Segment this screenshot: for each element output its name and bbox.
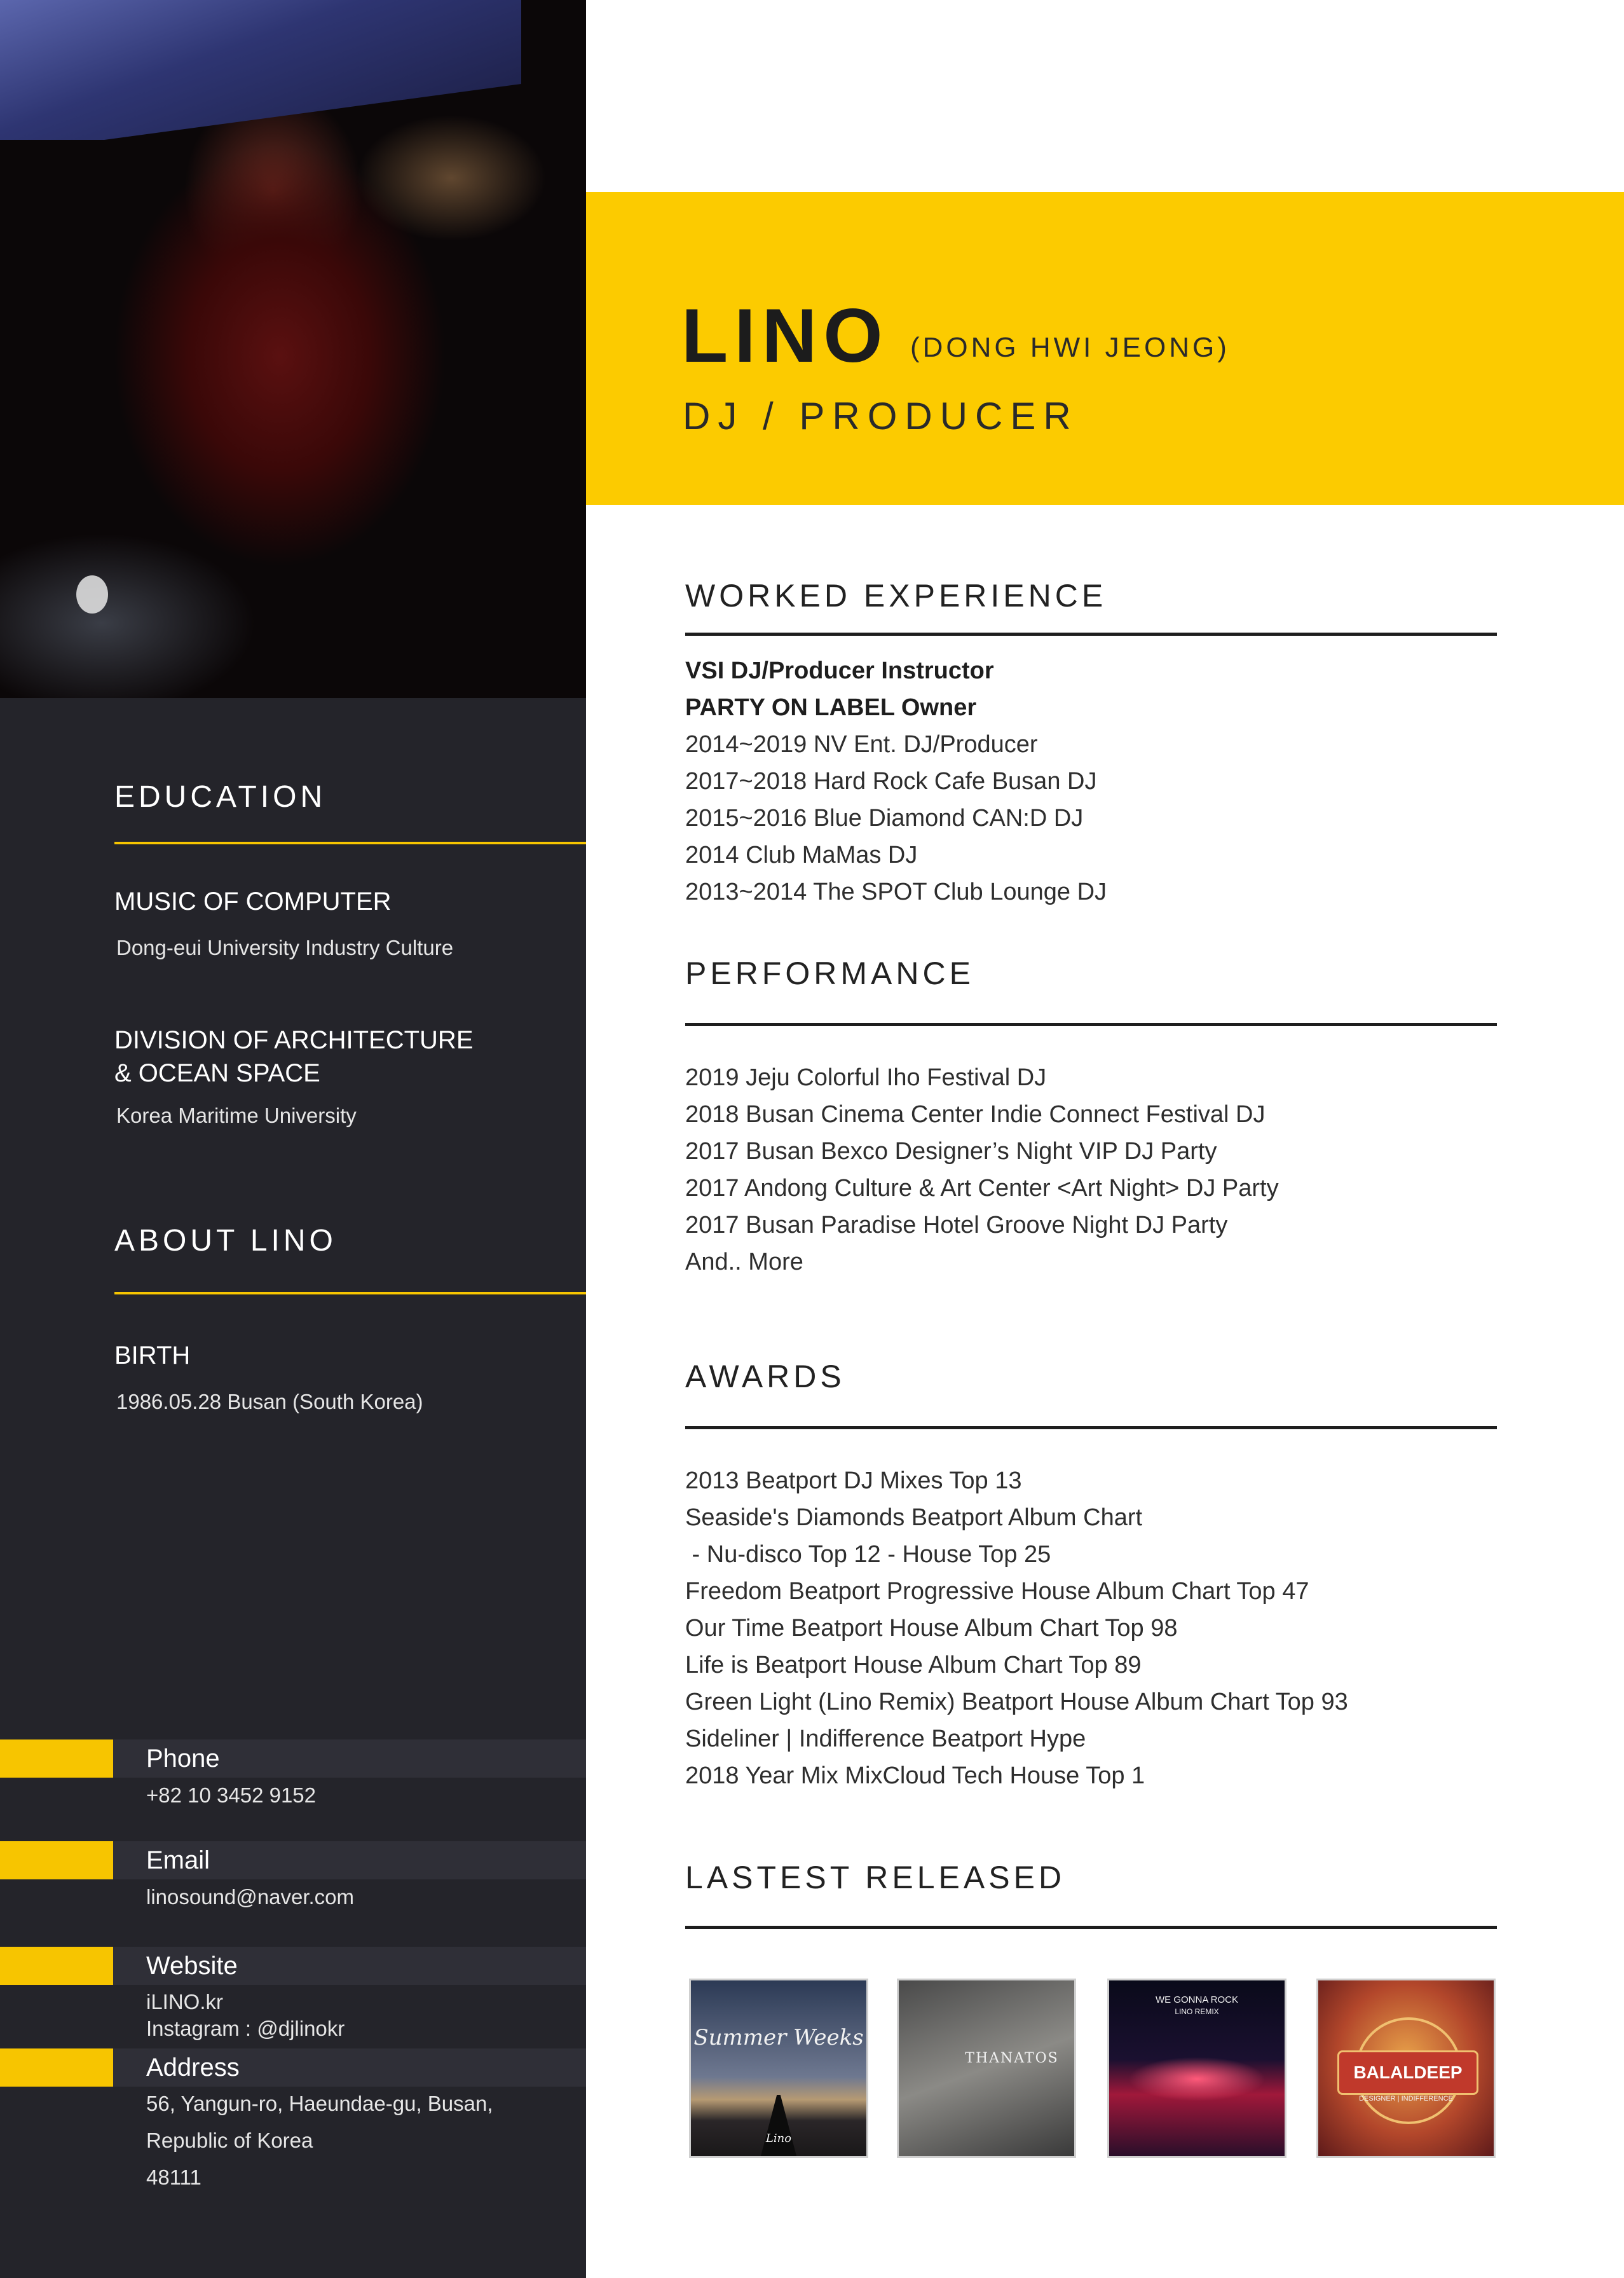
performance-item: 2018 Busan Cinema Center Indie Connect Festival DJ — [685, 1101, 1266, 1128]
address-line-3: 48111 — [146, 2165, 201, 2189]
award-item: Freedom Beatport Progressive House Album Chart Top 47 — [685, 1578, 1309, 1605]
album-stage-lights — [1128, 2057, 1266, 2101]
album-subtitle: DESIGNER | INDIFFERENCE — [1359, 2095, 1453, 2103]
role-title: DJ / PRODUCER — [683, 395, 1079, 437]
performance-item: 2017 Andong Culture & Art Center <Art Night> DJ Party — [685, 1175, 1279, 1202]
birth-label: BIRTH — [114, 1341, 191, 1369]
award-item: - Nu-disco Top 12 - House Top 25 — [685, 1541, 1051, 1568]
email-label: Email — [146, 1846, 210, 1874]
birth-value: 1986.05.28 Busan (South Korea) — [116, 1390, 423, 1413]
address-accent-bar — [0, 2048, 113, 2087]
education-title-1: MUSIC OF COMPUTER — [114, 888, 392, 916]
name-title: LINO — [681, 293, 889, 378]
performance-item: 2017 Busan Bexco Designer’s Night VIP DJ Party — [685, 1138, 1217, 1165]
album-title: Summer Weeks — [693, 2025, 864, 2050]
experience-item: 2014~2019 NV Ent. DJ/Producer — [685, 731, 1038, 758]
education-title-2 — [114, 1024, 559, 1090]
award-item: Seaside's Diamonds Beatport Album Chart — [685, 1504, 1143, 1531]
album-cover-balaldeep[interactable] — [1316, 1979, 1496, 2158]
performance-item: And.. More — [685, 1249, 803, 1275]
email-accent-bar — [0, 1841, 113, 1879]
email-value[interactable]: linosound@naver.com — [146, 1885, 355, 1909]
album-cover-thanatos[interactable] — [897, 1979, 1076, 2158]
website-accent-bar — [0, 1947, 113, 1985]
performance-item: 2017 Busan Paradise Hotel Groove Night DJ Party — [685, 1212, 1228, 1238]
education-school-2: Korea Maritime University — [116, 1104, 357, 1127]
instagram-value[interactable]: Instagram : @djlinokr — [146, 2017, 345, 2040]
address-line-2: Republic of Korea — [146, 2129, 313, 2152]
education-title-2-line1: DIVISION OF ARCHITECTURE — [114, 1026, 474, 1054]
releases-rule — [685, 1926, 1497, 1929]
award-item: Our Time Beatport House Album Chart Top 98 — [685, 1615, 1178, 1642]
album-title: WE GONNA ROCK — [1155, 1994, 1238, 2005]
experience-item: 2017~2018 Hard Rock Cafe Busan DJ — [685, 768, 1097, 795]
album-cover-we-gonna-rock[interactable] — [1107, 1979, 1286, 2158]
performance-heading: PERFORMANCE — [685, 956, 974, 991]
phone-label: Phone — [146, 1745, 220, 1773]
sidebar — [0, 0, 586, 2278]
phone-value[interactable]: +82 10 3452 9152 — [146, 1783, 317, 1807]
about-rule — [114, 1292, 586, 1294]
about-heading: ABOUT LINO — [114, 1224, 337, 1258]
photo-light-glow — [356, 114, 547, 242]
experience-item: 2014 Club MaMas DJ — [685, 842, 918, 868]
album-artist: Lino — [765, 2132, 792, 2145]
experience-item: 2013~2014 The SPOT Club Lounge DJ — [685, 879, 1107, 905]
album-road-art — [761, 2095, 796, 2156]
address-label: Address — [146, 2054, 240, 2082]
phone-accent-bar — [0, 1739, 113, 1778]
award-item: 2018 Year Mix MixCloud Tech House Top 1 — [685, 1762, 1145, 1789]
education-school-1: Dong-eui University Industry Culture — [116, 936, 454, 959]
experience-item: 2015~2016 Blue Diamond CAN:D DJ — [685, 805, 1084, 832]
award-item: Life is Beatport House Album Chart Top 89 — [685, 1652, 1142, 1678]
experience-item: PARTY ON LABEL Owner — [685, 694, 977, 721]
album-title: BALALDEEP — [1337, 2050, 1478, 2095]
education-heading: EDUCATION — [114, 780, 327, 814]
performance-rule — [685, 1023, 1497, 1026]
education-title-2-line2: & OCEAN SPACE — [114, 1059, 320, 1087]
laptop-logo-icon — [76, 575, 108, 614]
full-name: (DONG HWI JEONG) — [910, 332, 1230, 363]
profile-photo — [0, 0, 586, 698]
education-rule — [114, 842, 586, 844]
releases-heading: LASTEST RELEASED — [685, 1860, 1066, 1895]
album-title: THANATOS — [965, 2050, 1059, 2066]
experience-heading: WORKED EXPERIENCE — [685, 578, 1107, 614]
award-item: Sideliner | Indifference Beatport Hype — [685, 1726, 1086, 1752]
awards-heading: AWARDS — [685, 1359, 845, 1394]
awards-rule — [685, 1426, 1497, 1429]
experience-rule — [685, 633, 1497, 636]
address-line-1: 56, Yangun-ro, Haeundae-gu, Busan, — [146, 2092, 493, 2115]
album-subtitle: LINO REMIX — [1175, 2007, 1219, 2016]
performance-item: 2019 Jeju Colorful Iho Festival DJ — [685, 1064, 1047, 1091]
album-cover-summer-weeks[interactable] — [689, 1979, 868, 2158]
award-item: Green Light (Lino Remix) Beatport House Album Chart Top 93 — [685, 1689, 1348, 1715]
experience-item: VSI DJ/Producer Instructor — [685, 657, 994, 684]
website-label: Website — [146, 1952, 238, 1980]
website-value[interactable]: iLINO.kr — [146, 1990, 224, 2014]
award-item: 2013 Beatport DJ Mixes Top 13 — [685, 1467, 1022, 1494]
